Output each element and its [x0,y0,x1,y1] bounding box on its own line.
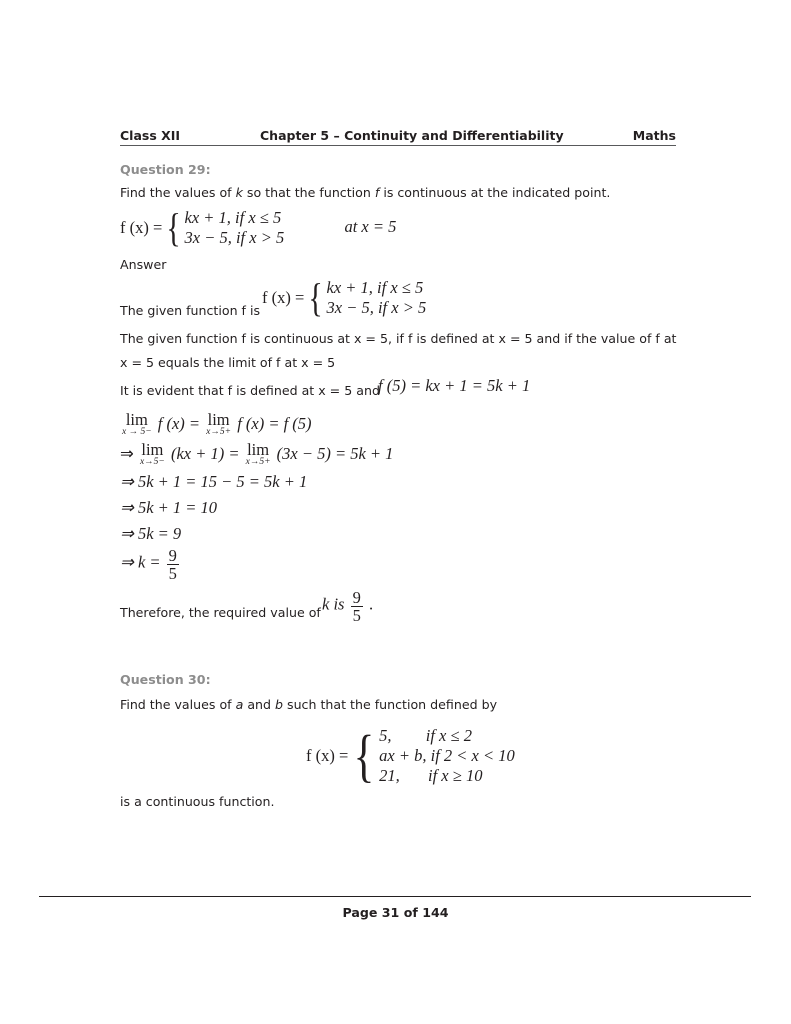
question-30-prompt [120,696,497,714]
q29-step-1 [120,412,312,438]
q29-prompt-part-c: is continuous at the indicated point. [379,185,611,200]
q29-step6-numerator: 9 [168,546,177,565]
q29-step6-denominator: 5 [168,564,177,584]
question-29-prompt [120,184,680,202]
header-chapter: Chapter 5 – Continuity and Differentiability [260,128,564,143]
q29-step-2 [120,442,393,468]
q29-conclusion-math [322,588,373,624]
q29-step2-lim-b: lim [247,440,270,459]
q29-step1-lim-b-sub: x→5+ [206,426,232,437]
q29-prompt-part-b: so that the function [242,185,375,200]
q30-def-row-2-value: ax + b, [379,746,427,765]
q29-conclusion-text: Therefore, the required value of [120,605,321,620]
q29-step2-arrow: ⇒ [120,443,134,463]
q30-def-row-2-cond: if 2 < x < 10 [430,746,515,765]
q30-def-row-3-value: 21, [379,766,400,785]
q30-def-row-1-value: 5, [379,726,392,745]
q30-def-row-3 [379,766,515,786]
q29-evident-math: f (5) = kx + 1 = 5k + 1 [378,376,531,395]
q30-prompt-b: b [275,697,284,712]
q29-step1-lim-a-sub: x → 5− [122,426,152,437]
question-29-heading: Question 29: [120,162,211,177]
q30-function-definition [306,722,515,788]
q29-step-3: ⇒ 5k + 1 = 15 − 5 = 5k + 1 [120,472,308,491]
q29-step1-mid: f (x) = [157,413,201,433]
q29-line-given: The given function f is [120,303,261,318]
q30-prompt-part-a: Find the values of [120,697,236,712]
q29-step1-lim-b: lim [207,410,230,429]
left-brace-icon: { [308,274,324,320]
q30-prompt-part-b: and [243,697,276,712]
q30-def-row-1 [379,726,515,746]
q29-def-row-2: 3x − 5, if x > 5 [184,228,285,247]
q29-conclusion-numerator: 9 [352,588,361,607]
q29-def-lhs: f (x) = [120,218,163,237]
q29-prompt-k: k [235,185,243,200]
q29-step1-lim-a: lim [125,410,148,429]
q29-def-row-1: kx + 1, if x ≤ 5 [184,208,282,227]
question-30-heading: Question 30: [120,672,211,687]
q29-step1-end: f (x) = f (5) [237,413,312,433]
q30-closing-text: is a continuous function. [120,794,275,809]
q29-def-at: at x = 5 [344,216,397,236]
q29-step2-lim-a-sub: x→5− [139,456,165,467]
q29-prompt-f: f [374,185,380,200]
header-divider [120,145,676,146]
q29-step6-lhs: ⇒ k = [120,552,161,572]
q29-step2-lim-a: lim [141,440,164,459]
q29-given-row-1: kx + 1, if x ≤ 5 [326,278,424,297]
header-subject: Maths [632,128,676,143]
q30-prompt-a: a [235,697,244,712]
q29-line-evident: It is evident that f is defined at x = 5 and [120,383,380,398]
q29-step2-lim-b-sub: x→5+ [245,456,271,467]
q30-def-row-1-cond: if x ≤ 2 [425,726,472,745]
q30-def-row-3-cond: if x ≥ 10 [428,766,483,785]
q29-conclusion-k: k is [322,594,345,614]
q29-step2-expr-a: (kx + 1) = [170,443,240,463]
q30-def-row-2 [379,746,515,766]
page-footer: Page 31 of 144 [342,905,449,920]
header-class: Class XII [120,128,181,143]
q29-given-row-2: 3x − 5, if x > 5 [326,298,427,317]
q29-line-continuous-2: x = 5 equals the limit of f at x = 5 [120,355,336,370]
q29-step-6 [120,546,181,582]
q29-prompt-part-a: Find the values of [120,185,236,200]
q29-step2-expr-b: (3x − 5) = 5k + 1 [276,443,394,463]
q29-step-4: ⇒ 5k + 1 = 10 [120,498,218,517]
q29-given-lhs: f (x) = [262,288,305,307]
answer-label-29: Answer [120,257,167,272]
q29-given-function [262,274,427,320]
footer-divider [39,896,751,897]
q29-line-continuous-1: The given function f is continuous at x = 5, if f is defined at x = 5 and if the value of f at [120,331,677,346]
left-brace-icon: { [166,204,182,250]
q30-prompt-part-c: such that the function defined by [283,697,498,712]
q29-conclusion-period: . [368,594,374,614]
q29-function-definition [120,204,397,250]
q29-conclusion-denominator: 5 [352,606,361,626]
q30-def-lhs: f (x) = [306,746,349,765]
left-brace-icon: { [353,722,375,788]
q29-step-5: ⇒ 5k = 9 [120,524,182,543]
page-header [120,128,676,143]
